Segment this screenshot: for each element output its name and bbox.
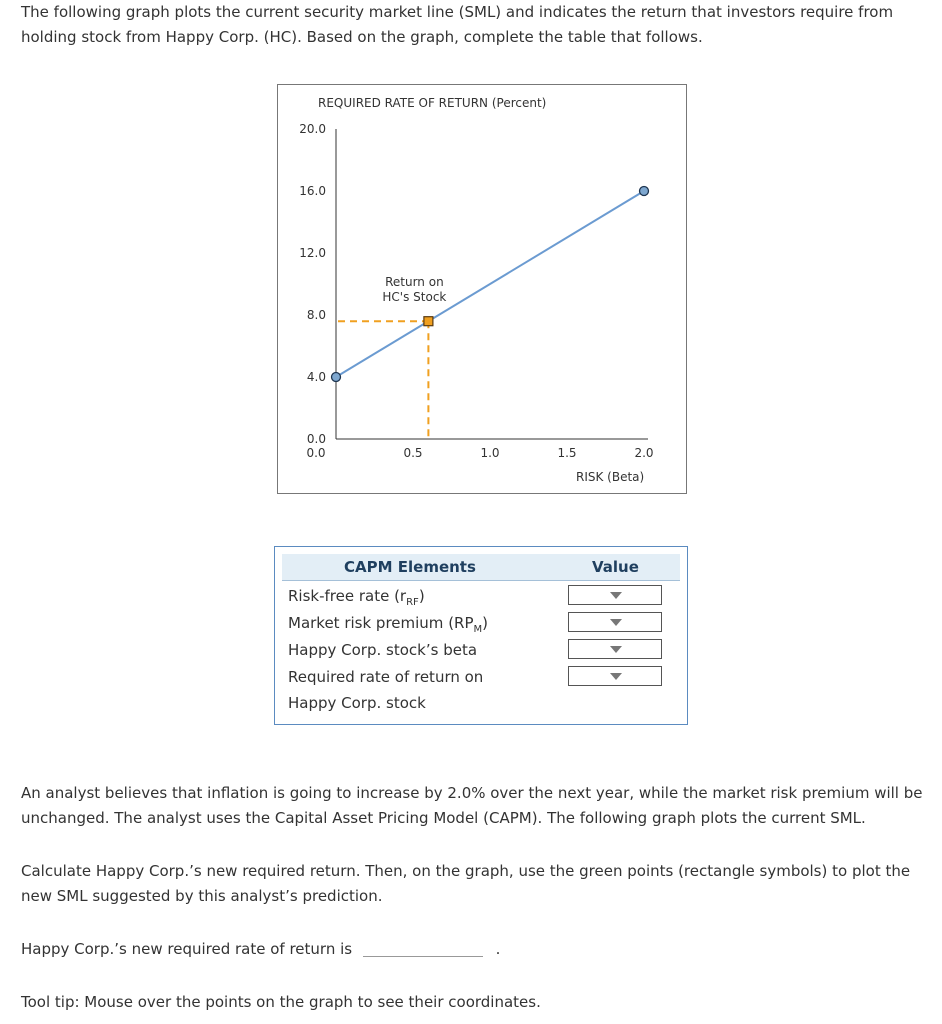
y-tick-label: 8.0: [306, 308, 326, 322]
row-market-risk-premium: Market risk premium $(RP_M)$: [288, 614, 489, 635]
chevron-down-icon: [610, 592, 622, 599]
y-tick-label: 16.0: [299, 184, 326, 198]
required-return-dropdown[interactable]: [568, 666, 662, 686]
chevron-down-icon: [610, 619, 622, 626]
capm-table: [274, 546, 688, 725]
row-risk-free-rate: Risk-free rate $(r_{RF})$: [288, 587, 425, 608]
header-capm-elements: CAPM Elements: [344, 558, 476, 576]
x-axis-label: RISK (Beta): [576, 470, 645, 484]
sml-chart: [277, 84, 687, 494]
new-return-prompt: [21, 937, 936, 962]
market-risk-premium-dropdown[interactable]: [568, 612, 662, 632]
sml-line: [336, 191, 644, 377]
hc-stock-point: [424, 317, 433, 326]
table-header: [282, 554, 680, 581]
sml-point: [332, 373, 341, 382]
row-required-return-line2: Happy Corp. stock: [288, 694, 426, 712]
tooltip-text: Tool tip: Mouse over the points on the graph to see their coordinates.: [21, 993, 541, 1011]
row-beta: Happy Corp. stock’s beta: [288, 641, 478, 659]
beta-dropdown[interactable]: [568, 639, 662, 659]
x-tick-label: 1.0: [480, 446, 500, 460]
y-tick-label: 4.0: [306, 370, 326, 384]
y-tick-label: 12.0: [299, 246, 326, 260]
new-return-input[interactable]: [363, 940, 483, 957]
analyst-paragraph: An analyst believes that inflation is going to increase by 2.0% over the next year, while the market risk premium will be unchanged. The analyst uses the Capital Asset Pricing Model (CAPM). The following graph plots the current SML.: [21, 784, 923, 827]
new-return-suffix: .: [495, 940, 501, 958]
chart-svg: [278, 85, 686, 493]
annotation-line1: Return on: [385, 275, 444, 290]
new-return-label: Happy Corp.’s new required rate of return is: [21, 940, 353, 958]
header-value: Value: [592, 558, 639, 576]
y-tick-label: 20.0: [299, 122, 326, 136]
x-tick-label: 0.5: [403, 446, 423, 460]
chevron-down-icon: [610, 673, 622, 680]
annotation-line2: HC's Stock: [382, 290, 447, 305]
y-axis-label: REQUIRED RATE OF RETURN (Percent): [318, 96, 547, 110]
x-tick-label: 2.0: [634, 446, 654, 460]
chevron-down-icon: [610, 646, 622, 653]
instruction-paragraph: Calculate Happy Corp.’s new required return. Then, on the graph, use the green points (rectangle symbols) to plot the new SML suggested by this analyst’s prediction.: [21, 862, 911, 905]
risk-free-rate-dropdown[interactable]: [568, 585, 662, 605]
intro-text: The following graph plots the current security market line (SML) and indicates the return that investors require from holding stock from Happy Corp. (HC). Based on the graph, complete the table that follows.: [21, 3, 894, 46]
x-tick-label: 0.0: [306, 446, 326, 460]
row-required-return: Required rate of return on: [288, 668, 484, 686]
sml-point: [640, 187, 649, 196]
y-tick-label: 0.0: [306, 432, 326, 446]
x-tick-label: 1.5: [557, 446, 577, 460]
